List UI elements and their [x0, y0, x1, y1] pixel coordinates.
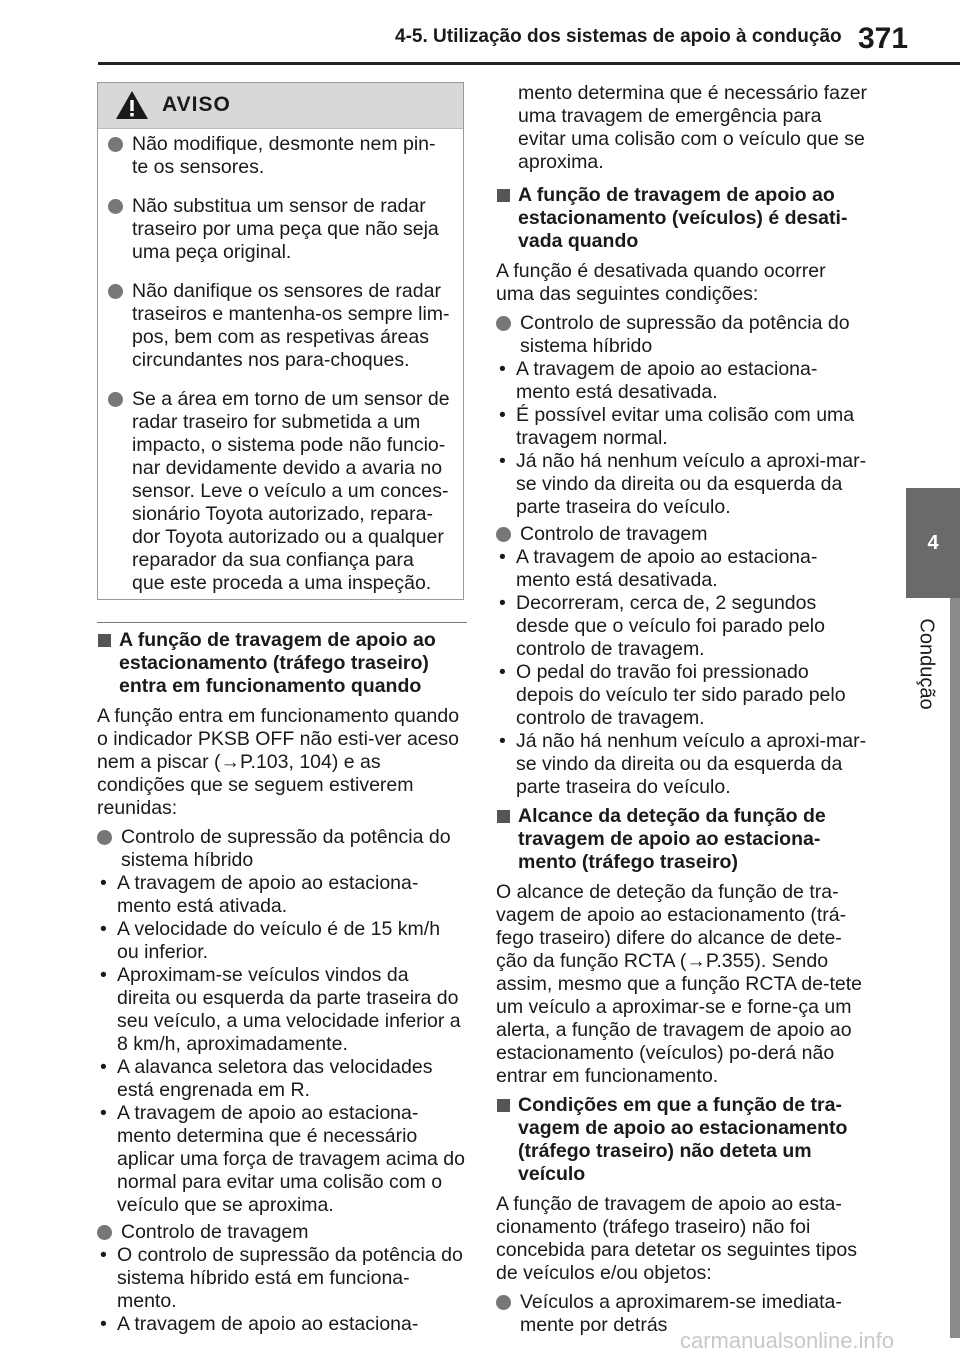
- page-number: 371: [858, 22, 909, 55]
- bullet-dot-icon: [97, 830, 112, 845]
- bullet-dot-icon: [496, 316, 511, 331]
- chapter-number: 4: [927, 531, 939, 554]
- sub-item: • A travagem de apoio ao estaciona-mento determina que é necessário aplicar uma força de travagem acima do normal para evitar uma colisão com o veículo que se aproxima.: [100, 1102, 465, 1216]
- paragraph: A função é desativada quando ocorrer uma das seguintes condições:: [496, 260, 826, 305]
- square-bullet-icon: [98, 634, 111, 647]
- sub-item: • A velocidade do veículo é de 15 km/h ou inferior.: [100, 918, 441, 963]
- warning-box: [97, 82, 464, 600]
- sub-item: • Decorreram, cerca de, 2 segundos desde que o veículo foi parado pelo controlo de travagem.: [499, 592, 825, 660]
- paragraph: A função de travagem de apoio ao esta-cionamento (tráfego traseiro) não foi concebida para detetar os seguintes tipos de veículos e/ou objetos:: [496, 1193, 857, 1284]
- sub-item: • Já não há nenhum veículo a aproxi-mar-se vindo da direita ou da esquerda da parte traseira do veículo.: [499, 730, 867, 798]
- sub-item: • A travagem de apoio ao estaciona-mento está ativada.: [100, 872, 419, 917]
- sub-item: • O pedal do travão foi pressionado depois do veículo ter sido parado pelo controlo de travagem.: [499, 661, 846, 729]
- list-item: Controlo de travagem: [496, 523, 868, 546]
- sub-item: • A alavanca seletora das velocidades está engrenada em R.: [100, 1056, 433, 1101]
- warning-header: [98, 83, 463, 128]
- section-heading: A função de travagem de apoio ao estacionamento (veículos) é desati-vada quando: [496, 184, 868, 253]
- bullet-dot-icon: [108, 137, 123, 152]
- header-rule: [98, 62, 960, 65]
- sub-item: • A travagem de apoio ao estaciona-mento está desativada.: [499, 358, 818, 403]
- chapter-tab[interactable]: [906, 488, 960, 598]
- square-bullet-icon: [497, 1099, 510, 1112]
- square-bullet-icon: [497, 189, 510, 202]
- section-rule: [97, 622, 467, 698]
- right-column: [496, 82, 868, 1349]
- sub-item: • O controlo de supressão da potência do sistema híbrido está em funciona-mento.: [100, 1244, 463, 1312]
- warning-item: Não danifique os sensores de radar traseiros e mantenha-os sempre lim-pos, bem com as respetivas áreas circundantes nos para-choques.: [108, 280, 451, 372]
- sub-item: • A travagem de apoio ao estaciona-: [100, 1313, 419, 1335]
- list-item: Controlo de supressão da potência do sistema híbrido: [496, 312, 868, 358]
- bullet-dot-icon: [97, 1225, 112, 1240]
- section-heading: Condições em que a função de tra-vagem de apoio ao estacionamento (tráfego traseiro) não deteta um veículo: [496, 1094, 868, 1186]
- warning-item: Não modifique, desmonte nem pin-te os sensores.: [108, 133, 451, 179]
- bullet-dot-icon: [496, 527, 511, 542]
- section-heading: Alcance da deteção da função de travagem de apoio ao estaciona-mento (tráfego traseiro): [496, 805, 868, 874]
- bullet-dot-icon: [108, 392, 123, 407]
- list-item: Controlo de travagem: [97, 1221, 467, 1244]
- sub-item: • É possível evitar uma colisão com uma travagem normal.: [499, 404, 855, 449]
- left-column: [97, 622, 467, 1336]
- chapter-label: Condução: [915, 618, 938, 710]
- bullet-dot-icon: [108, 199, 123, 214]
- warning-triangle-icon: [114, 89, 150, 121]
- paragraph: O alcance de deteção da função de tra-vagem de apoio ao estacionamento (trá-fego traseiro) difere do alcance de dete-ção da função RCTA (→P.355). Sendo assim, mesmo que a função RCTA de-tete um veículo a aproximar-se e forne-ça um alerta, a função de travagem de apoio ao estacionamento (veículos) po-derá não entrar em funcionamento.: [496, 881, 862, 1087]
- sub-item: • Aproximam-se veículos vindos da direita ou esquerda da parte traseira do seu veículo, a uma velocidade inferior a 8 km/h, aproximadamente.: [100, 964, 461, 1055]
- warning-title: AVISO: [162, 93, 231, 116]
- warning-list: [98, 130, 465, 607]
- watermark: carmanualsonline.info: [680, 1328, 895, 1353]
- list-item: Veículos a aproximarem-se imediata-mente por detrás: [496, 1291, 868, 1337]
- sub-item: • A travagem de apoio ao estaciona-mento está desativada.: [499, 546, 818, 591]
- bullet-dot-icon: [496, 1295, 511, 1310]
- warning-divider: [98, 128, 463, 129]
- chapter-side-bar: [950, 598, 960, 1338]
- paragraph: A função entra em funcionamento quando o indicador PKSB OFF não esti-ver aceso nem a piscar (→P.103, 104) e as condições que se seguem estiverem reunidas:: [97, 705, 460, 819]
- warning-item: Se a área em torno de um sensor de radar traseiro for submetida a um impacto, o sistema pode não funcio-nar devidamente devido a avaria no sensor. Leve o veículo a um conces-sionário Toyota autorizado, repara-dor Toyota autorizado ou a qualquer reparador da sua confiança para que este proceda a uma inspeção.: [108, 388, 451, 595]
- bullet-dot-icon: [108, 284, 123, 299]
- paragraph-continuation: mento determina que é necessário fazer uma travagem de emergência para evitar uma colisão com o veículo que se aproxima.: [518, 82, 868, 173]
- square-bullet-icon: [497, 810, 510, 823]
- section-heading: A função de travagem de apoio ao estacionamento (tráfego traseiro) entra em funcionamento quando: [97, 629, 467, 698]
- warning-item: Não substitua um sensor de radar traseiro por uma peça que não seja uma peça original.: [108, 195, 451, 264]
- section-title: 4-5. Utilização dos sistemas de apoio à condução: [395, 26, 842, 47]
- list-item: Controlo de supressão da potência do sistema híbrido: [97, 826, 467, 872]
- sub-item: • Já não há nenhum veículo a aproxi-mar-se vindo da direita ou da esquerda da parte traseira do veículo.: [499, 450, 867, 518]
